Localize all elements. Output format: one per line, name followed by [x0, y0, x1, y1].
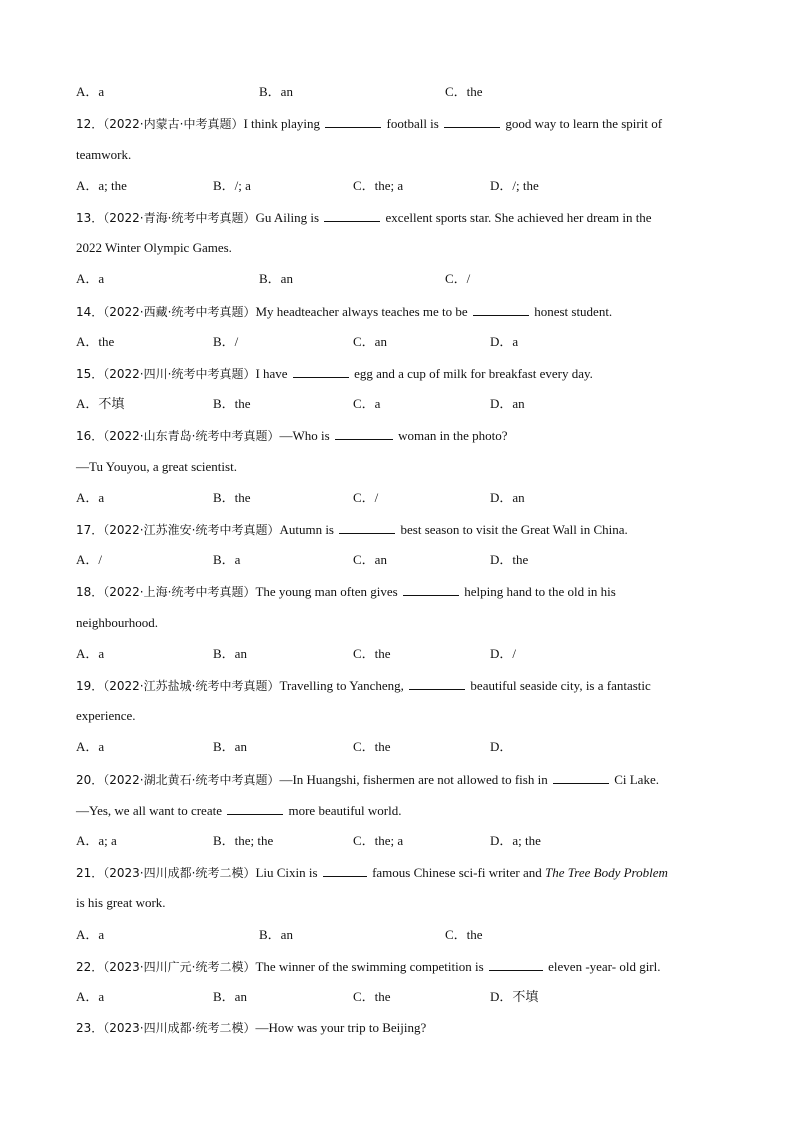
option-a: A．a	[76, 646, 105, 661]
option-a: A．the	[76, 334, 115, 349]
option-d: D．a; the	[490, 833, 541, 848]
option-d: D．不填	[490, 989, 539, 1004]
option-a: A．不填	[76, 396, 125, 411]
question-number: 12．（2022·内蒙古·中考真题）	[76, 117, 244, 131]
option-c: C．the; a	[353, 178, 404, 193]
option-c: C．/	[353, 490, 379, 505]
q12-stem-line2: teamwork.	[76, 147, 132, 162]
option-c: C．a	[353, 396, 381, 411]
option-d: D．/	[490, 646, 517, 661]
answer-blank	[227, 802, 283, 815]
answer-blank	[335, 427, 393, 440]
option-b: B．an	[213, 739, 247, 754]
q22-stem: 22．（2023·四川广元·统考二模）The winner of the swimming competition is eleven -year- old girl.	[76, 959, 661, 974]
question-number: 14．（2022·西藏·统考中考真题）	[76, 305, 256, 319]
option-c: C．the	[353, 989, 391, 1004]
option-a: A．a	[76, 989, 105, 1004]
question-number: 16．（2022·山东青岛·统考中考真题）	[76, 429, 280, 443]
question-number: 20．（2022·湖北黄石·统考中考真题）	[76, 773, 280, 787]
option-c: C．the	[353, 739, 391, 754]
q20-stem-line2: —Yes, we all want to create more beautiful world.	[76, 803, 402, 818]
q23-stem: 23．（2023·四川成都·统考二模）—How was your trip to Beijing?	[76, 1020, 427, 1035]
answer-blank	[553, 771, 609, 784]
q19-stem: 19．（2022·江苏盐城·统考中考真题）Travelling to Yancheng, beautiful seaside city, is a fantastic	[76, 678, 651, 693]
option-b: B．/; a	[213, 178, 251, 193]
option-a: A．a	[76, 739, 105, 754]
answer-blank	[324, 209, 380, 222]
option-b: B．an	[259, 84, 293, 99]
option-c: C．the; a	[353, 833, 404, 848]
option-a: A．a	[76, 490, 105, 505]
question-number: 17．（2022·江苏淮安·统考中考真题）	[76, 523, 280, 537]
option-b: B．the	[213, 490, 251, 505]
option-d: D．	[490, 739, 513, 754]
q12-stem: 12．（2022·内蒙古·中考真题）I think playing football is good way to learn the spirit of	[76, 116, 663, 131]
option-a: A．a	[76, 927, 105, 942]
question-number: 22．（2023·四川广元·统考二模）	[76, 960, 256, 974]
q15-stem: 15．（2022·四川·统考中考真题）I have egg and a cup of milk for breakfast every day.	[76, 366, 593, 381]
question-number: 13．（2022·青海·统考中考真题）	[76, 211, 256, 225]
q18-stem: 18．（2022·上海·统考中考真题）The young man often gives helping hand to the old in his	[76, 584, 616, 599]
answer-blank	[444, 115, 500, 128]
option-d: D．an	[490, 490, 525, 505]
option-b: B．an	[259, 927, 293, 942]
option-b: B．an	[213, 646, 247, 661]
answer-blank	[489, 958, 543, 971]
option-d: D．the	[490, 552, 529, 567]
q13-stem-line2: 2022 Winter Olympic Games.	[76, 240, 232, 255]
q21-stem-line2: is his great work.	[76, 895, 166, 910]
q16-stem: 16．（2022·山东青岛·统考中考真题）—Who is woman in the photo?	[76, 428, 508, 443]
option-d: D．/; the	[490, 178, 539, 193]
answer-blank	[325, 115, 381, 128]
question-number: 18．（2022·上海·统考中考真题）	[76, 585, 256, 599]
q20-stem: 20．（2022·湖北黄石·统考中考真题）—In Huangshi, fishermen are not allowed to fish in Ci Lake.	[76, 772, 659, 787]
question-number: 23．（2023·四川成都·统考二模）	[76, 1021, 256, 1035]
option-c: C．the	[353, 646, 391, 661]
option-c: C．the	[445, 927, 483, 942]
q19-stem-line2: experience.	[76, 708, 136, 723]
option-b: B．the	[213, 396, 251, 411]
option-a: A．a	[76, 84, 105, 99]
option-b: B．the; the	[213, 833, 274, 848]
q14-stem: 14．（2022·西藏·统考中考真题）My headteacher always teaches me to be honest student.	[76, 304, 613, 319]
answer-blank	[339, 521, 395, 534]
answer-blank	[473, 303, 529, 316]
question-number: 15．（2022·四川·统考中考真题）	[76, 367, 256, 381]
option-c: C．the	[445, 84, 483, 99]
option-b: B．an	[259, 271, 293, 286]
q18-stem-line2: neighbourhood.	[76, 615, 158, 630]
answer-blank	[323, 864, 367, 877]
question-number: 21．（2023·四川成都·统考二模）	[76, 866, 256, 880]
option-d: D．a	[490, 334, 519, 349]
question-number: 19．（2022·江苏盐城·统考中考真题）	[76, 679, 280, 693]
q13-stem: 13．（2022·青海·统考中考真题）Gu Ailing is excellent sports star. She achieved her dream in the	[76, 210, 652, 225]
answer-blank	[403, 583, 459, 596]
option-c: C．an	[353, 552, 387, 567]
option-a: A．a	[76, 271, 105, 286]
q21-stem: 21．（2023·四川成都·统考二模）Liu Cixin is famous Chinese sci-fi writer and The Tree Body Problem	[76, 865, 668, 880]
book-title: The Tree Body Problem	[545, 865, 668, 880]
option-a: A．/	[76, 552, 103, 567]
option-b: B．/	[213, 334, 239, 349]
q16-stem-line2: —Tu Youyou, a great scientist.	[76, 459, 237, 474]
answer-blank	[293, 365, 349, 378]
answer-blank	[409, 677, 465, 690]
option-b: B．an	[213, 989, 247, 1004]
option-b: B．a	[213, 552, 241, 567]
q17-stem: 17．（2022·江苏淮安·统考中考真题）Autumn is best season to visit the Great Wall in China.	[76, 522, 628, 537]
option-c: C．/	[445, 271, 471, 286]
option-c: C．an	[353, 334, 387, 349]
option-d: D．an	[490, 396, 525, 411]
option-a: A．a; the	[76, 178, 127, 193]
option-a: A．a; a	[76, 833, 117, 848]
